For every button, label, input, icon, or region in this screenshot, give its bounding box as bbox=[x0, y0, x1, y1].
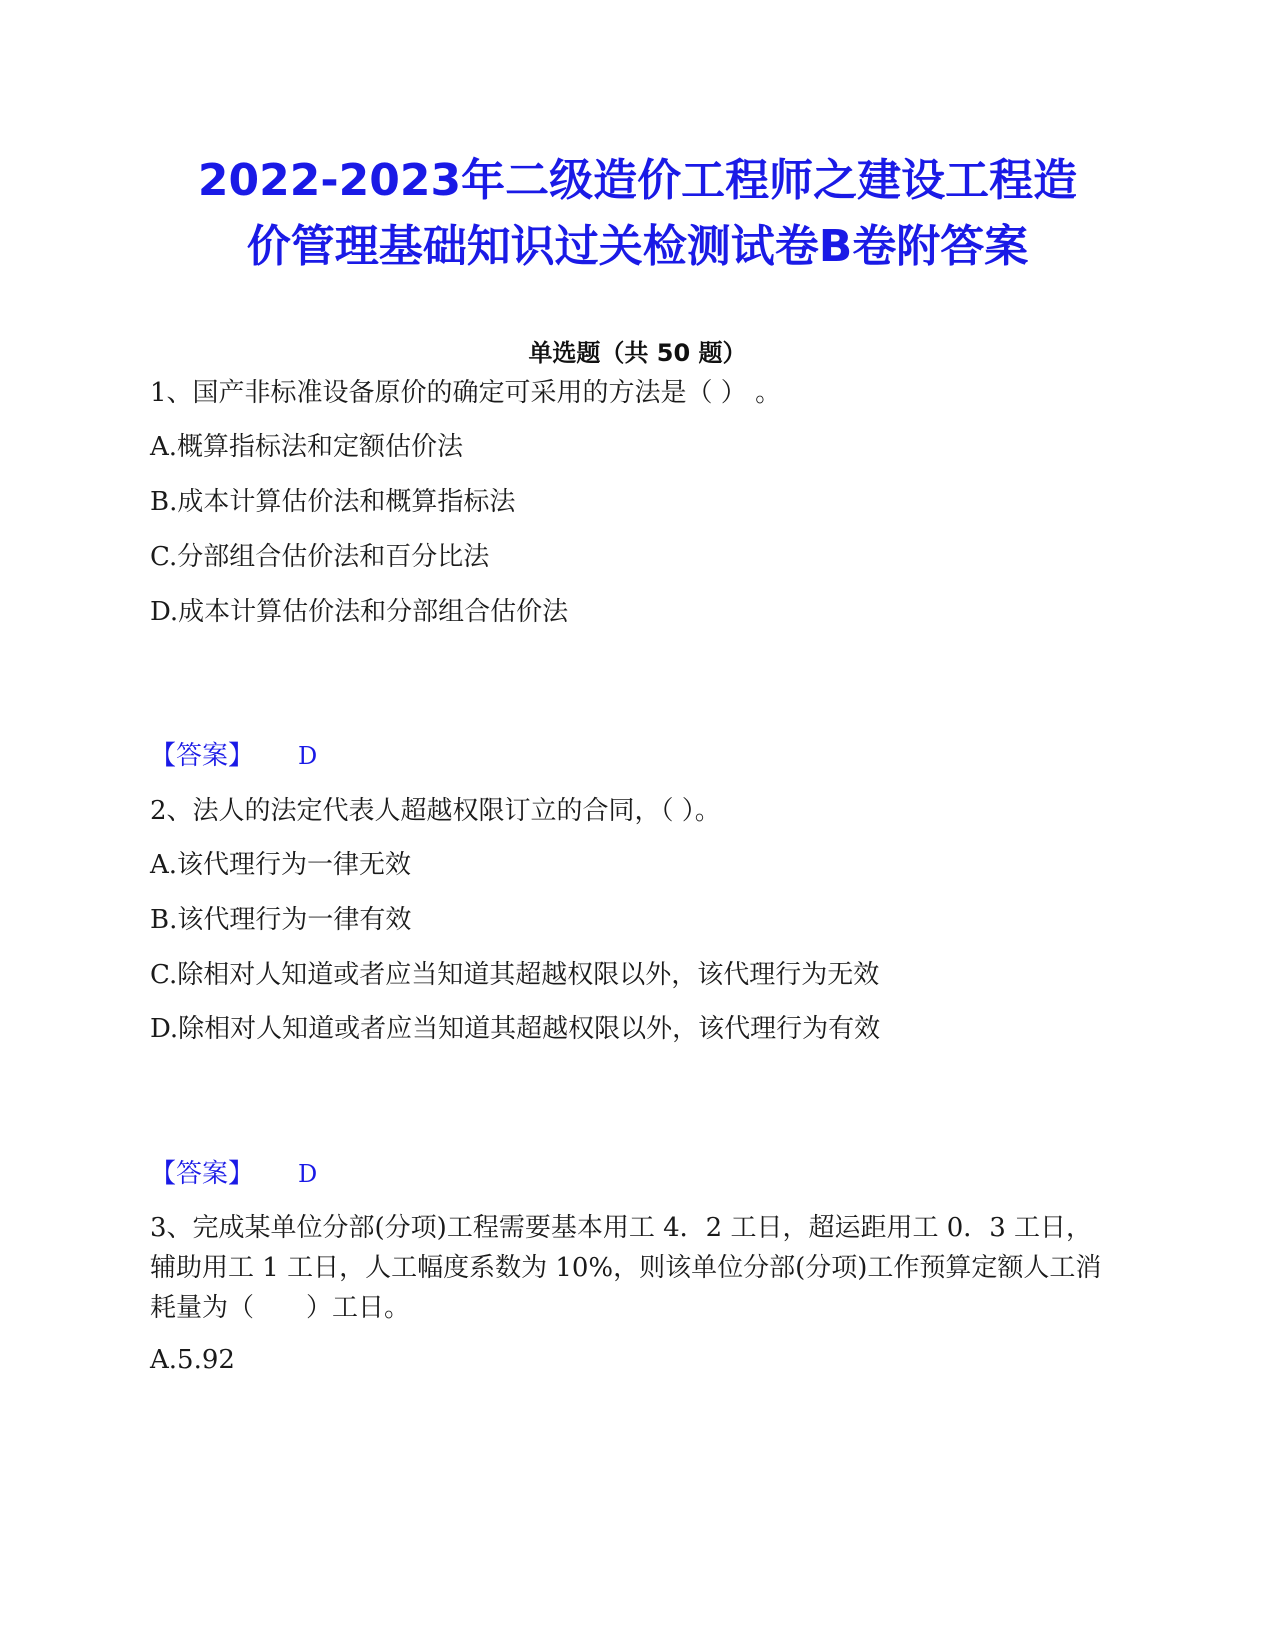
answer-value: D bbox=[298, 1160, 318, 1188]
answer-label: 【答案】 bbox=[150, 1159, 255, 1189]
document-title-line-1: 2022-2023年二级造价工程师之建设工程造 bbox=[197, 155, 1078, 206]
question-2-option-d: D.除相对人知道或者应当知道其超越权限以外，该代理行为有效 bbox=[150, 1014, 881, 1044]
question-1-option-b: B.成本计算估价法和概算指标法 bbox=[150, 487, 516, 517]
question-1-text: 1、国产非标准设备原价的确定可采用的方法是（ ） 。 bbox=[150, 378, 782, 408]
answer-value: D bbox=[298, 742, 318, 770]
document-title-line-2: 价管理基础知识过关检测试卷B卷附答案 bbox=[246, 221, 1029, 272]
question-3-text: 3、完成某单位分部(分项)工程需要基本用工 4．2 工日，超运距用工 0．3 工日，辅助用工 1 工日，人工幅度系数为 10%，则该单位分部(分项)工作预算定额人工消耗量为（ ）工日。 bbox=[150, 1213, 1102, 1323]
question-1-option-d: D.成本计算估价法和分部组合估价法 bbox=[150, 597, 569, 627]
answer-label: 【答案】 bbox=[150, 741, 255, 771]
question-1-option-a: A.概算指标法和定额估价法 bbox=[150, 432, 464, 462]
question-2-text: 2、法人的法定代表人超越权限订立的合同，（ ）。 bbox=[150, 796, 721, 826]
question-2-option-a: A.该代理行为一律无效 bbox=[150, 850, 412, 880]
question-3-option-a: A.5.92 bbox=[150, 1345, 235, 1375]
question-2-answer bbox=[150, 1154, 317, 1194]
question-2-option-b: B.该代理行为一律有效 bbox=[150, 905, 412, 935]
question-1-answer bbox=[150, 736, 317, 776]
section-heading: 单选题（共 50 题） bbox=[528, 339, 747, 367]
question-2-option-c: C.除相对人知道或者应当知道其超越权限以外，该代理行为无效 bbox=[150, 960, 880, 990]
question-1-option-c: C.分部组合估价法和百分比法 bbox=[150, 542, 490, 572]
